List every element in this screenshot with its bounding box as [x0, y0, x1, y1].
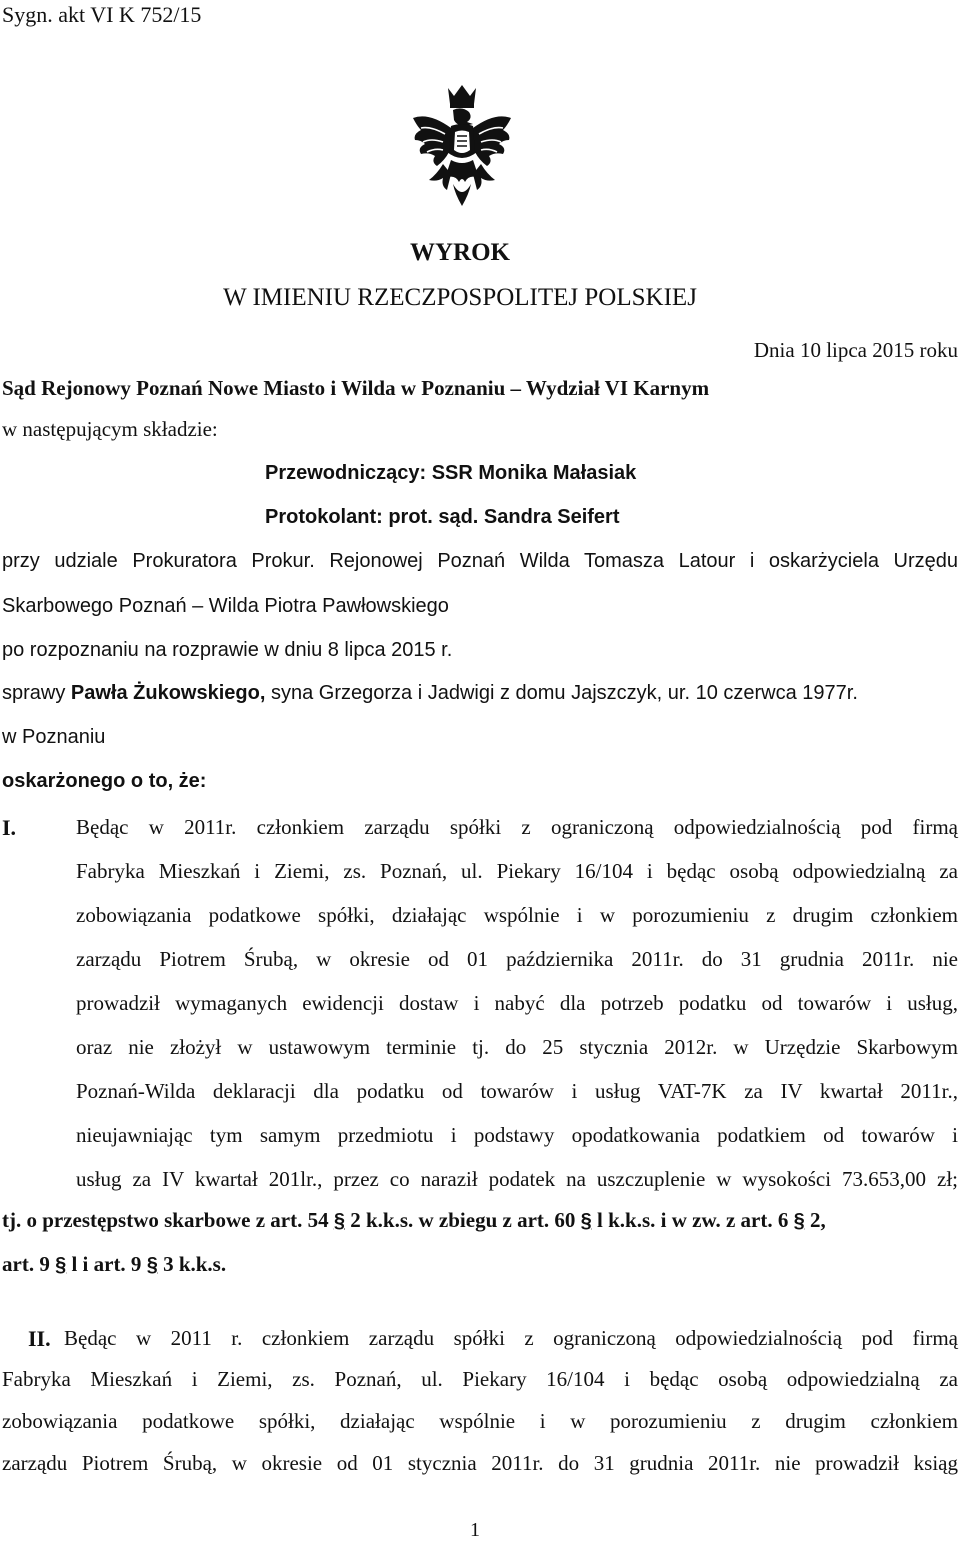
section-sign: §	[146, 1254, 158, 1276]
legal-text: 2,	[804, 1208, 826, 1232]
case-prefix: sprawy	[2, 682, 71, 704]
count-2-line: Będąc w 2011 r. członkiem zarządu spółki z ograniczoną odpowiedzialnością pod firmą	[64, 1326, 958, 1350]
count-1-numeral: I.	[2, 815, 17, 840]
count-2-numeral: II.	[28, 1326, 51, 1351]
judgment-title: WYROK	[410, 239, 510, 266]
count-1-line: prowadził wymaganych ewidencji dostaw i nabyć dla potrzeb podatku od towarów i usług,	[76, 991, 958, 1015]
count-1-line: zarządu Piotrem Śrubą, w okresie od 01 października 2011r. do 31 grudnia 2011r. nie	[76, 947, 958, 971]
count-2-line: Fabryka Mieszkań i Ziemi, zs. Poznań, ul. Piekary 16/104 i będąc osobą odpowiedzialną za	[2, 1367, 958, 1391]
count-1-line: zobowiązania podatkowe spółki, działając wspólnie i w porozumieniu z drugim członkiem	[76, 903, 958, 927]
count-1-line: Fabryka Mieszkań i Ziemi, zs. Poznań, ul. Piekary 16/104 i będąc osobą odpowiedzialną za	[76, 859, 958, 883]
count-1-line: Będąc w 2011r. członkiem zarządu spółki z ograniczoną odpowiedzialnością pod firmą	[76, 815, 958, 839]
count-1-line: nieujawniając tym samym przedmiotu i podstawy opodatkowania podatkiem od towarów i	[76, 1123, 958, 1147]
defendant-name: Pawła Żukowskiego,	[70, 682, 266, 704]
count-2-line: zarządu Piotrem Śrubą, w okresie od 01 stycznia 2011r. do 31 grudnia 2011r. nie prowadził ksiąg	[2, 1451, 958, 1475]
count-2-line: zobowiązania podatkowe spółki, działając wspólnie i w porozumieniu z drugim członkiem	[2, 1409, 958, 1433]
court-name: Sąd Rejonowy Poznań Nowe Miasto i Wilda w Poznaniu – Wydział VI Karnym	[2, 376, 710, 400]
count-1-line: oraz nie złożył w ustawowym terminie tj. do 25 stycznia 2012r. w Urzędzie Skarbowym	[76, 1035, 958, 1059]
case-signature: Sygn. akt VI K 752/15	[2, 2, 202, 27]
section-sign: §	[580, 1210, 592, 1232]
section-sign: §	[55, 1254, 67, 1276]
case-line	[2, 683, 858, 703]
legal-text: l i art. 9	[66, 1252, 147, 1276]
accused-heading: oskarżonego o to, że:	[2, 770, 207, 792]
prosecutor-line-2: Skarbowego Poznań – Wilda Piotra Pawłowskiego	[2, 595, 449, 617]
prosecutor-line: przy udziale Prokuratora Prokur. Rejonowej Poznań Wilda Tomasza Latour i oskarżyciela Urzędu	[2, 550, 958, 572]
hearing-line: po rozpoznaniu na rozprawie w dniu 8 lipca 2015 r.	[2, 639, 453, 661]
section-sign: §	[333, 1210, 345, 1232]
judgment-date: Dnia 10 lipca 2015 roku	[753, 338, 958, 362]
eagle-icon	[407, 82, 517, 212]
legal-text: 2 k.k.s. w zbiegu z art. 60	[344, 1208, 581, 1232]
legal-text: tj. o przestępstwo skarbowe z art. 54	[2, 1208, 334, 1232]
court-recorder: Protokolant: prot. sąd. Sandra Seifert	[265, 506, 620, 528]
legal-text: 3 k.k.s.	[157, 1252, 227, 1276]
case-rest: syna Grzegorza i Jadwigi z domu Jajszczyk, ur. 10 czerwca 1977r.	[265, 682, 858, 704]
legal-qualification-1	[2, 1210, 826, 1231]
page-number: 1	[470, 1519, 480, 1541]
composition-intro: w następującym składzie:	[2, 417, 218, 441]
case-place: w Poznaniu	[2, 726, 106, 748]
legal-qualification-1b	[2, 1254, 226, 1275]
presiding-judge: Przewodniczący: SSR Monika Małasiak	[265, 462, 637, 484]
legal-text: art. 9	[2, 1252, 56, 1276]
polish-eagle-emblem	[407, 82, 517, 212]
section-sign: §	[793, 1210, 805, 1232]
judgment-subtitle: W IMIENIU RZECZPOSPOLITEJ POLSKIEJ	[223, 284, 697, 311]
count-1-line: Poznań-Wilda deklaracji dla podatku od towarów i usług VAT-7K za IV kwartał 2011r.,	[76, 1079, 958, 1103]
legal-text: l k.k.s. i w zw. z art. 6	[591, 1208, 794, 1232]
count-1-line: usług za IV kwartał 201lr., przez co naraził podatek na uszczuplenie w wysokości 73.653,00 zł;	[76, 1167, 958, 1191]
